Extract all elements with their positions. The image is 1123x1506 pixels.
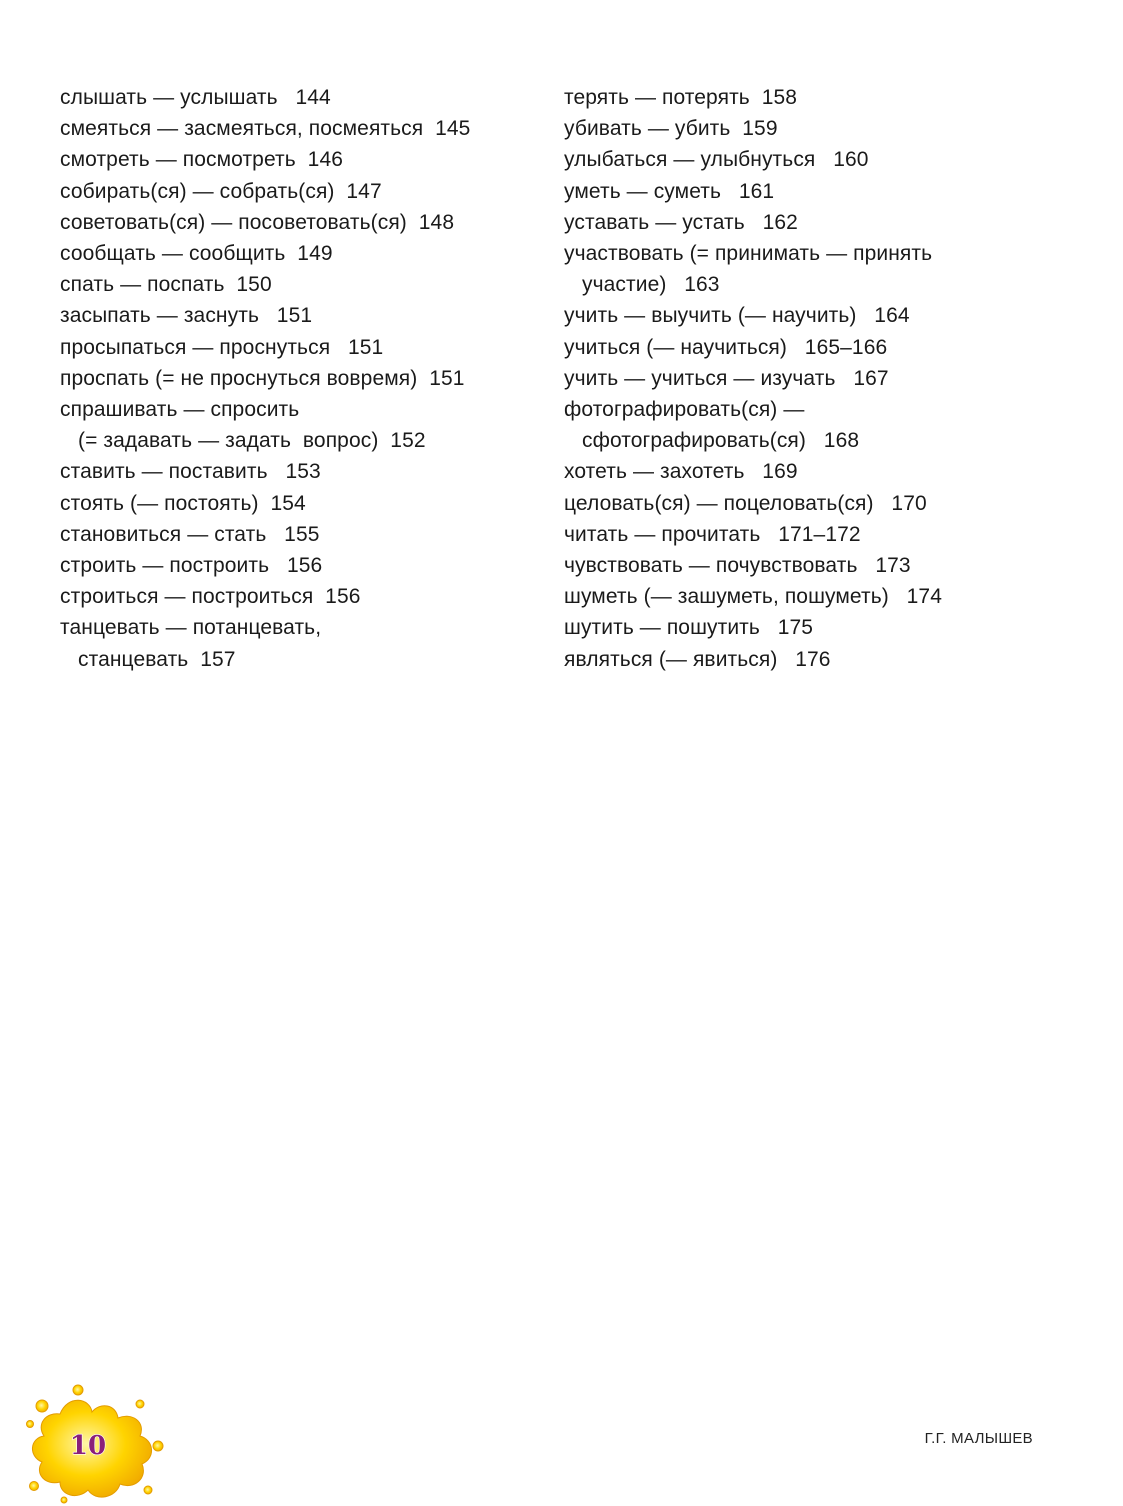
index-entry bbox=[564, 581, 1084, 612]
index-entry bbox=[564, 644, 1084, 675]
index-entry-text: шутить — пошутить 175 bbox=[564, 616, 814, 640]
index-entry bbox=[564, 207, 1084, 238]
index-entry bbox=[60, 176, 540, 207]
index-entry bbox=[60, 82, 540, 113]
index-entry bbox=[564, 488, 1084, 519]
index-entry-text: смеяться — засмеяться, посмеяться 145 bbox=[60, 117, 471, 141]
index-entry-text: спрашивать — спросить bbox=[60, 398, 300, 422]
index-entry bbox=[60, 363, 540, 394]
index-entry bbox=[564, 238, 1084, 300]
index-entry-text: уставать — устать 162 bbox=[564, 210, 798, 234]
index-entry bbox=[564, 300, 1084, 331]
index-entry bbox=[60, 581, 540, 612]
index-entry-text: становиться — стать 155 bbox=[60, 522, 320, 546]
index-entry bbox=[564, 394, 1084, 456]
index-entry bbox=[60, 612, 540, 674]
index-entry-text: ставить — поставить 153 bbox=[60, 460, 321, 484]
index-entry-text: учить — учиться — изучать 167 bbox=[564, 366, 889, 390]
index-entry bbox=[60, 394, 540, 456]
index-entry-text: сообщать — сообщить 149 bbox=[60, 242, 333, 266]
index-entry bbox=[60, 488, 540, 519]
index-entry-text: шуметь (— зашуметь, пошуметь) 174 bbox=[564, 585, 942, 609]
index-entry bbox=[60, 238, 540, 269]
index-entry bbox=[564, 176, 1084, 207]
index-entry-text: танцевать — потанцевать, bbox=[60, 616, 322, 640]
page-number-splash bbox=[20, 1384, 166, 1504]
index-entry-text: терять — потерять 158 bbox=[564, 86, 798, 109]
index-entry-text: слышать — услышать 144 bbox=[60, 86, 331, 109]
index-entry-text: улыбаться — улыбнуться 160 bbox=[564, 148, 869, 172]
index-entry bbox=[564, 519, 1084, 550]
index-entry bbox=[564, 113, 1084, 144]
index-entry bbox=[60, 519, 540, 550]
index-entry-text: строиться — построиться 156 bbox=[60, 585, 361, 609]
index-entry-text: собирать(ся) — собрать(ся) 147 bbox=[60, 179, 382, 203]
index-entry bbox=[564, 612, 1084, 643]
index-entry bbox=[60, 113, 540, 144]
index-entry-text: убивать — убить 159 bbox=[564, 117, 778, 141]
index-entry-text: советовать(ся) — посоветовать(ся) 148 bbox=[60, 210, 455, 234]
index-entry-text: читать — прочитать 171–172 bbox=[564, 522, 861, 546]
index-entry-text: уметь — суметь 161 bbox=[564, 179, 775, 203]
index-entry-text: смотреть — посмотреть 146 bbox=[60, 148, 344, 172]
index-entry-text: являться (— явиться) 176 bbox=[564, 647, 831, 671]
index-entry-text: участвовать (= принимать — принять bbox=[564, 242, 933, 266]
index-entry-text: стоять (— постоять) 154 bbox=[60, 491, 306, 515]
index-entry bbox=[60, 456, 540, 487]
index-entry-text: целовать(ся) — поцеловать(ся) 170 bbox=[564, 491, 927, 515]
index-entry bbox=[60, 269, 540, 300]
author-name: Г.Г. МАЛЫШЕВ bbox=[924, 1430, 1033, 1447]
index-column-right bbox=[564, 82, 1084, 675]
index-entry-continuation: (= задавать — задать вопрос) 152 bbox=[78, 429, 426, 453]
index-entry bbox=[60, 300, 540, 331]
index-entry-text: учить — выучить (— научить) 164 bbox=[564, 304, 910, 328]
index-entry-continuation: станцевать 157 bbox=[78, 647, 236, 671]
index-entry-text: засыпать — заснуть 151 bbox=[60, 304, 313, 328]
index-entry-text: хотеть — захотеть 169 bbox=[564, 460, 798, 484]
index-entry bbox=[60, 207, 540, 238]
page-number: 10 bbox=[69, 1431, 107, 1461]
index-entry bbox=[564, 144, 1084, 175]
index-entry-text: фотографировать(ся) — bbox=[564, 398, 805, 422]
index-entry-continuation: участие) 163 bbox=[582, 273, 720, 297]
index-entry-continuation: сфотографировать(ся) 168 bbox=[582, 429, 860, 453]
index-entry bbox=[564, 332, 1084, 363]
index-entry bbox=[60, 550, 540, 581]
index-entry-text: строить — построить 156 bbox=[60, 554, 323, 578]
index-entry bbox=[564, 550, 1084, 581]
index-entry bbox=[60, 144, 540, 175]
index-entry-text: спать — поспать 150 bbox=[60, 273, 272, 297]
index-entry bbox=[60, 332, 540, 363]
index-column-left bbox=[60, 82, 540, 675]
index-entry bbox=[564, 456, 1084, 487]
index-entry bbox=[564, 82, 1084, 113]
index-entry-text: учиться (— научиться) 165–166 bbox=[564, 335, 888, 359]
index-entry bbox=[564, 363, 1084, 394]
index-entry-text: проспать (= не проснуться вовремя) 151 bbox=[60, 366, 465, 390]
index-entry-text: просыпаться — проснуться 151 bbox=[60, 335, 384, 359]
index-entry-text: чувствовать — почувствовать 173 bbox=[564, 554, 911, 578]
